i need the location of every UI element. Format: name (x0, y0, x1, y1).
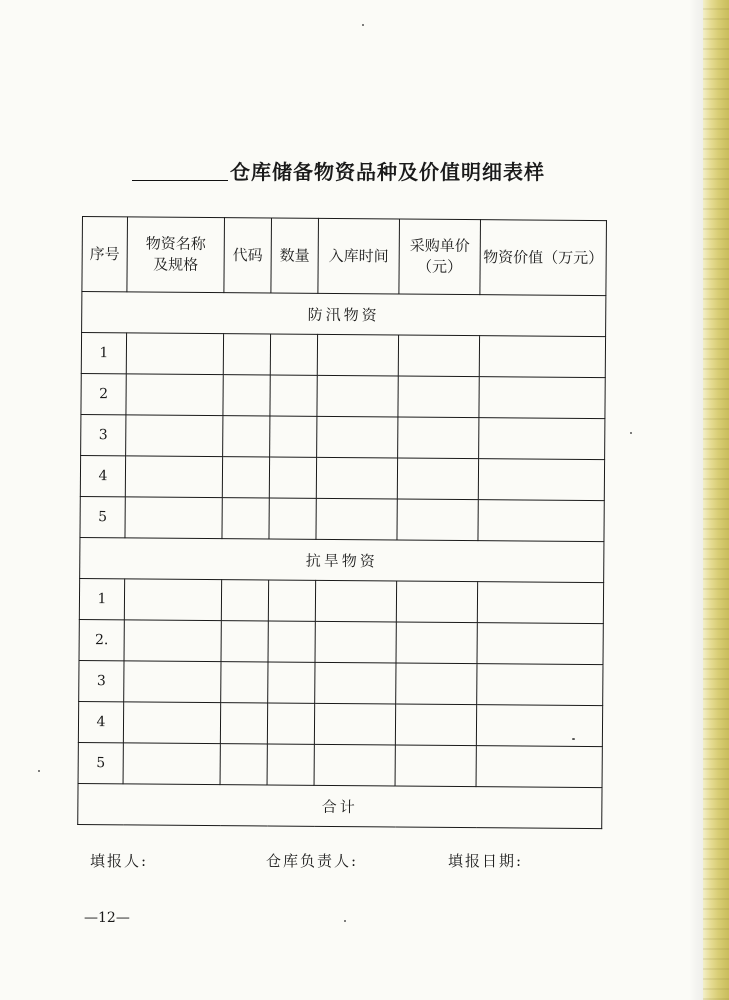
title-blank-line (132, 180, 228, 181)
cell-qty[interactable] (270, 416, 317, 457)
header-name-spec: 物资名称 及规格 (127, 217, 225, 293)
filler-label: 填报人: (90, 852, 149, 870)
cell-code[interactable] (222, 457, 269, 498)
cell-time[interactable] (314, 744, 395, 786)
row-index: 1 (81, 333, 126, 374)
table-row (81, 414, 605, 459)
scan-speck (572, 738, 575, 740)
cell-price[interactable] (398, 376, 479, 418)
detail-table (77, 216, 607, 829)
header-unit-price: 采购单价 （元） (399, 219, 481, 295)
row-index: 3 (81, 414, 126, 455)
cell-price[interactable] (395, 704, 476, 746)
cell-code[interactable] (223, 375, 270, 416)
section-row (82, 292, 606, 337)
table-row (79, 619, 603, 664)
header-quantity: 数量 (271, 218, 319, 293)
row-index: 5 (78, 742, 123, 783)
cell-code[interactable] (221, 662, 268, 703)
scan-speck (630, 432, 632, 434)
cell-time[interactable] (314, 703, 395, 745)
cell-qty[interactable] (269, 498, 316, 539)
cell-qty[interactable] (269, 457, 316, 498)
cell-price[interactable] (397, 499, 478, 541)
cell-price[interactable] (398, 417, 479, 459)
cell-qty[interactable] (267, 744, 314, 785)
header-index: 序号 (82, 217, 128, 292)
header-row (82, 217, 607, 296)
cell-name[interactable] (123, 743, 220, 785)
cell-name[interactable] (124, 661, 221, 703)
cell-qty[interactable] (270, 375, 317, 416)
page-shadow (689, 0, 703, 1000)
cell-name[interactable] (126, 333, 223, 375)
table-row (78, 742, 602, 787)
cell-price[interactable] (397, 458, 478, 500)
cell-value[interactable] (477, 623, 603, 665)
cell-code[interactable] (223, 334, 270, 375)
header-storage-time: 入库时间 (318, 218, 400, 294)
header-value: 物资价值（万元） (480, 220, 607, 296)
scan-speck (38, 770, 40, 772)
cell-value[interactable] (476, 746, 602, 788)
section-drought-label: 抗旱物资 (80, 537, 604, 582)
cell-price[interactable] (396, 622, 477, 664)
scan-speck (362, 24, 364, 26)
date-label: 填报日期: (448, 852, 524, 870)
row-index: 4 (78, 701, 123, 742)
cell-value[interactable] (476, 705, 602, 747)
binding-edge (703, 0, 729, 1000)
section-row (80, 537, 604, 582)
cell-time[interactable] (316, 498, 397, 540)
cell-time[interactable] (316, 457, 397, 499)
cell-value[interactable] (478, 500, 604, 542)
cell-name[interactable] (124, 579, 221, 621)
cell-price[interactable] (395, 745, 476, 787)
cell-code[interactable] (223, 416, 270, 457)
cell-price[interactable] (396, 663, 477, 705)
row-index: 2 (81, 373, 126, 414)
row-index: 5 (80, 496, 125, 537)
cell-name[interactable] (125, 497, 222, 539)
cell-time[interactable] (315, 662, 396, 704)
cell-time[interactable] (315, 580, 396, 622)
total-label: 合计 (78, 783, 602, 828)
header-code: 代码 (224, 218, 272, 293)
cell-name[interactable] (126, 374, 223, 416)
page-number: —12— (84, 910, 130, 926)
cell-time[interactable] (317, 416, 398, 458)
cell-code[interactable] (221, 580, 268, 621)
cell-code[interactable] (222, 498, 269, 539)
table-row (78, 701, 602, 746)
cell-value[interactable] (479, 336, 605, 378)
cell-time[interactable] (317, 334, 398, 376)
cell-price[interactable] (398, 335, 479, 377)
table-row (81, 333, 605, 378)
cell-value[interactable] (478, 459, 604, 501)
cell-code[interactable] (221, 621, 268, 662)
table-row (79, 578, 603, 623)
cell-name[interactable] (123, 702, 220, 744)
cell-qty[interactable] (270, 334, 317, 375)
row-index: 2. (79, 619, 124, 660)
cell-time[interactable] (317, 375, 398, 417)
cell-qty[interactable] (268, 580, 315, 621)
cell-value[interactable] (477, 582, 603, 624)
table-row (81, 373, 605, 418)
row-index: 1 (79, 578, 124, 619)
cell-code[interactable] (220, 703, 267, 744)
scan-speck (344, 920, 346, 922)
cell-price[interactable] (396, 581, 477, 623)
cell-qty[interactable] (268, 621, 315, 662)
cell-value[interactable] (479, 418, 605, 460)
row-index: 3 (79, 660, 124, 701)
cell-name[interactable] (124, 620, 221, 662)
cell-name[interactable] (126, 415, 223, 457)
cell-qty[interactable] (267, 703, 314, 744)
table-row (80, 455, 604, 500)
cell-name[interactable] (125, 456, 222, 498)
section-flood-label: 防汛物资 (82, 292, 606, 337)
manager-label: 仓库负责人: (266, 852, 359, 870)
table-row (79, 660, 603, 705)
page-title: 仓库储备物资品种及价值明细表样 (230, 160, 545, 184)
row-index: 4 (80, 455, 125, 496)
cell-value[interactable] (479, 377, 605, 419)
cell-value[interactable] (477, 664, 603, 706)
total-row (78, 783, 602, 828)
title-row (132, 150, 612, 186)
cell-time[interactable] (315, 621, 396, 663)
table-row (80, 496, 604, 541)
cell-code[interactable] (220, 744, 267, 785)
cell-qty[interactable] (268, 662, 315, 703)
